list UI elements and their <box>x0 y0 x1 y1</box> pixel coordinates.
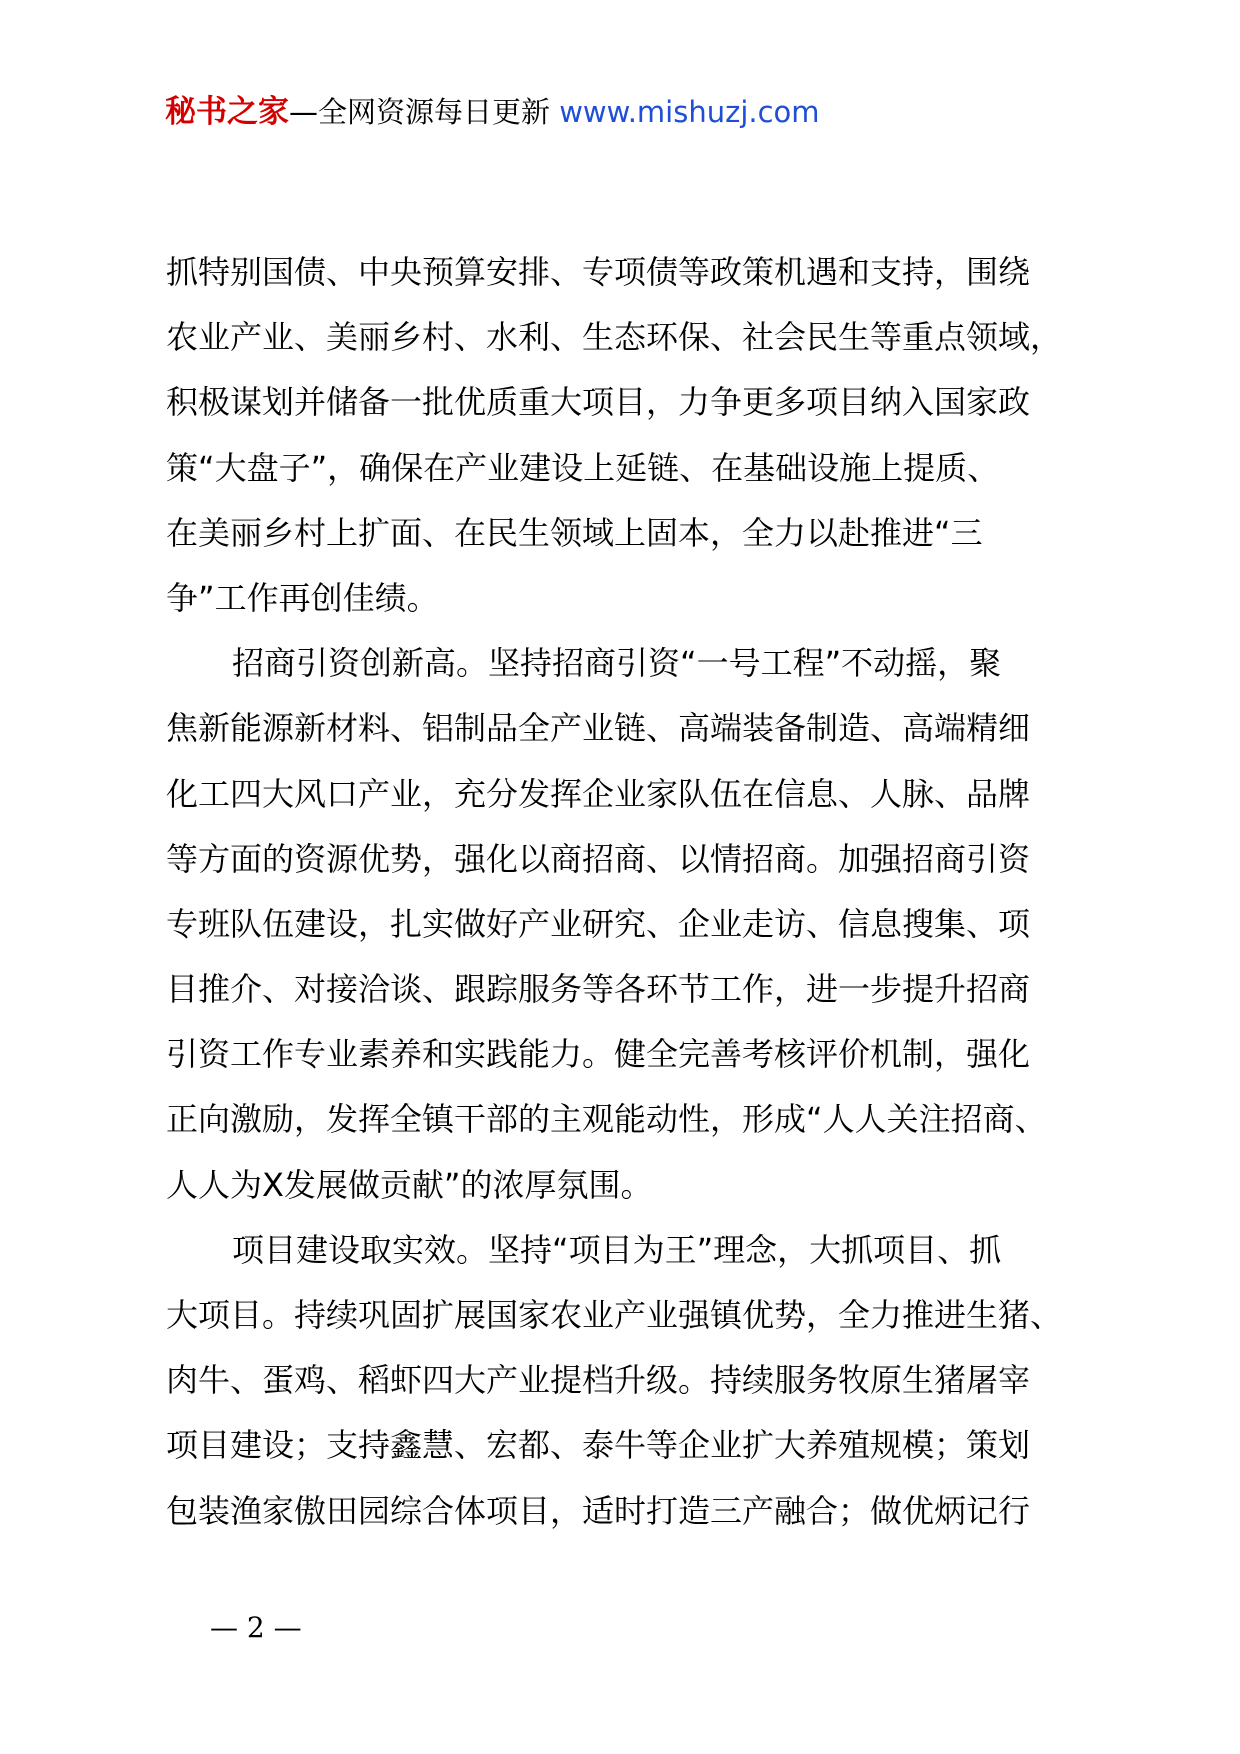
text-line: 在美丽乡村上扩面、在民生领域上固本，全力以赴推进“三 <box>166 513 983 552</box>
text-line: 抓特别国债、中央预算安排、专项债等政策机遇和支持，围绕 <box>166 253 1031 291</box>
paragraph-start-line: 项目建设取实效。坚持“项目为王”理念，大抓项目、抓 <box>232 1230 1002 1269</box>
text-line: 正向激励，发挥全镇干部的主观能动性，形成“人人关注招商、 <box>166 1100 1047 1139</box>
text-line: 积极谋划并储备一批优质重大项目，力争更多项目纳入国家政 <box>166 383 1031 422</box>
document-body <box>166 240 1126 1544</box>
text-line: 人人为X发展做贡献”的浓厚氛围。 <box>166 1165 653 1204</box>
header-brand: 秘书之家 <box>165 94 289 130</box>
page-number: — 2 — <box>210 1611 302 1644</box>
text-line: 等方面的资源优势，强化以商招商、以情招商。加强招商引资 <box>166 839 1031 878</box>
text-line: 化工四大风口产业，充分发挥企业家队伍在信息、人脉、品牌 <box>166 774 1031 813</box>
header-tagline: —全网资源每日更新 <box>289 95 560 129</box>
text-line: 专班队伍建设，扎实做好产业研究、企业走访、信息搜集、项 <box>166 904 1031 943</box>
text-line: 策“大盘子”，确保在产业建设上延链、在基础设施上提质、 <box>166 448 1000 487</box>
header-url-link[interactable]: www.mishuzj.com <box>559 95 820 129</box>
text-line: 肉牛、蛋鸡、稻虾四大产业提档升级。持续服务牧原生猪屠宰 <box>166 1361 1031 1400</box>
text-line: 焦新能源新材料、铝制品全产业链、高端装备制造、高端精细 <box>166 709 1031 748</box>
paragraph-start-line: 招商引资创新高。坚持招商引资“一号工程”不动摇，聚 <box>232 644 1002 683</box>
text-line: 大项目。持续巩固扩展国家农业产业强镇优势，全力推进生猪、 <box>166 1296 1063 1334</box>
text-line: 农业产业、美丽乡村、水利、生态环保、社会民生等重点领域， <box>166 318 1063 357</box>
text-line: 项目建设；支持鑫慧、宏都、泰牛等企业扩大养殖规模；策划 <box>166 1426 1031 1465</box>
text-line: 包装渔家傲田园综合体项目，适时打造三产融合；做优炳记行 <box>166 1491 1031 1530</box>
text-line: 争”工作再创佳绩。 <box>166 578 439 617</box>
text-line: 引资工作专业素养和实践能力。健全完善考核评价机制，强化 <box>166 1035 1031 1074</box>
text-line: 目推介、对接洽谈、跟踪服务等各环节工作，进一步提升招商 <box>166 970 1031 1009</box>
document-header <box>165 92 820 132</box>
